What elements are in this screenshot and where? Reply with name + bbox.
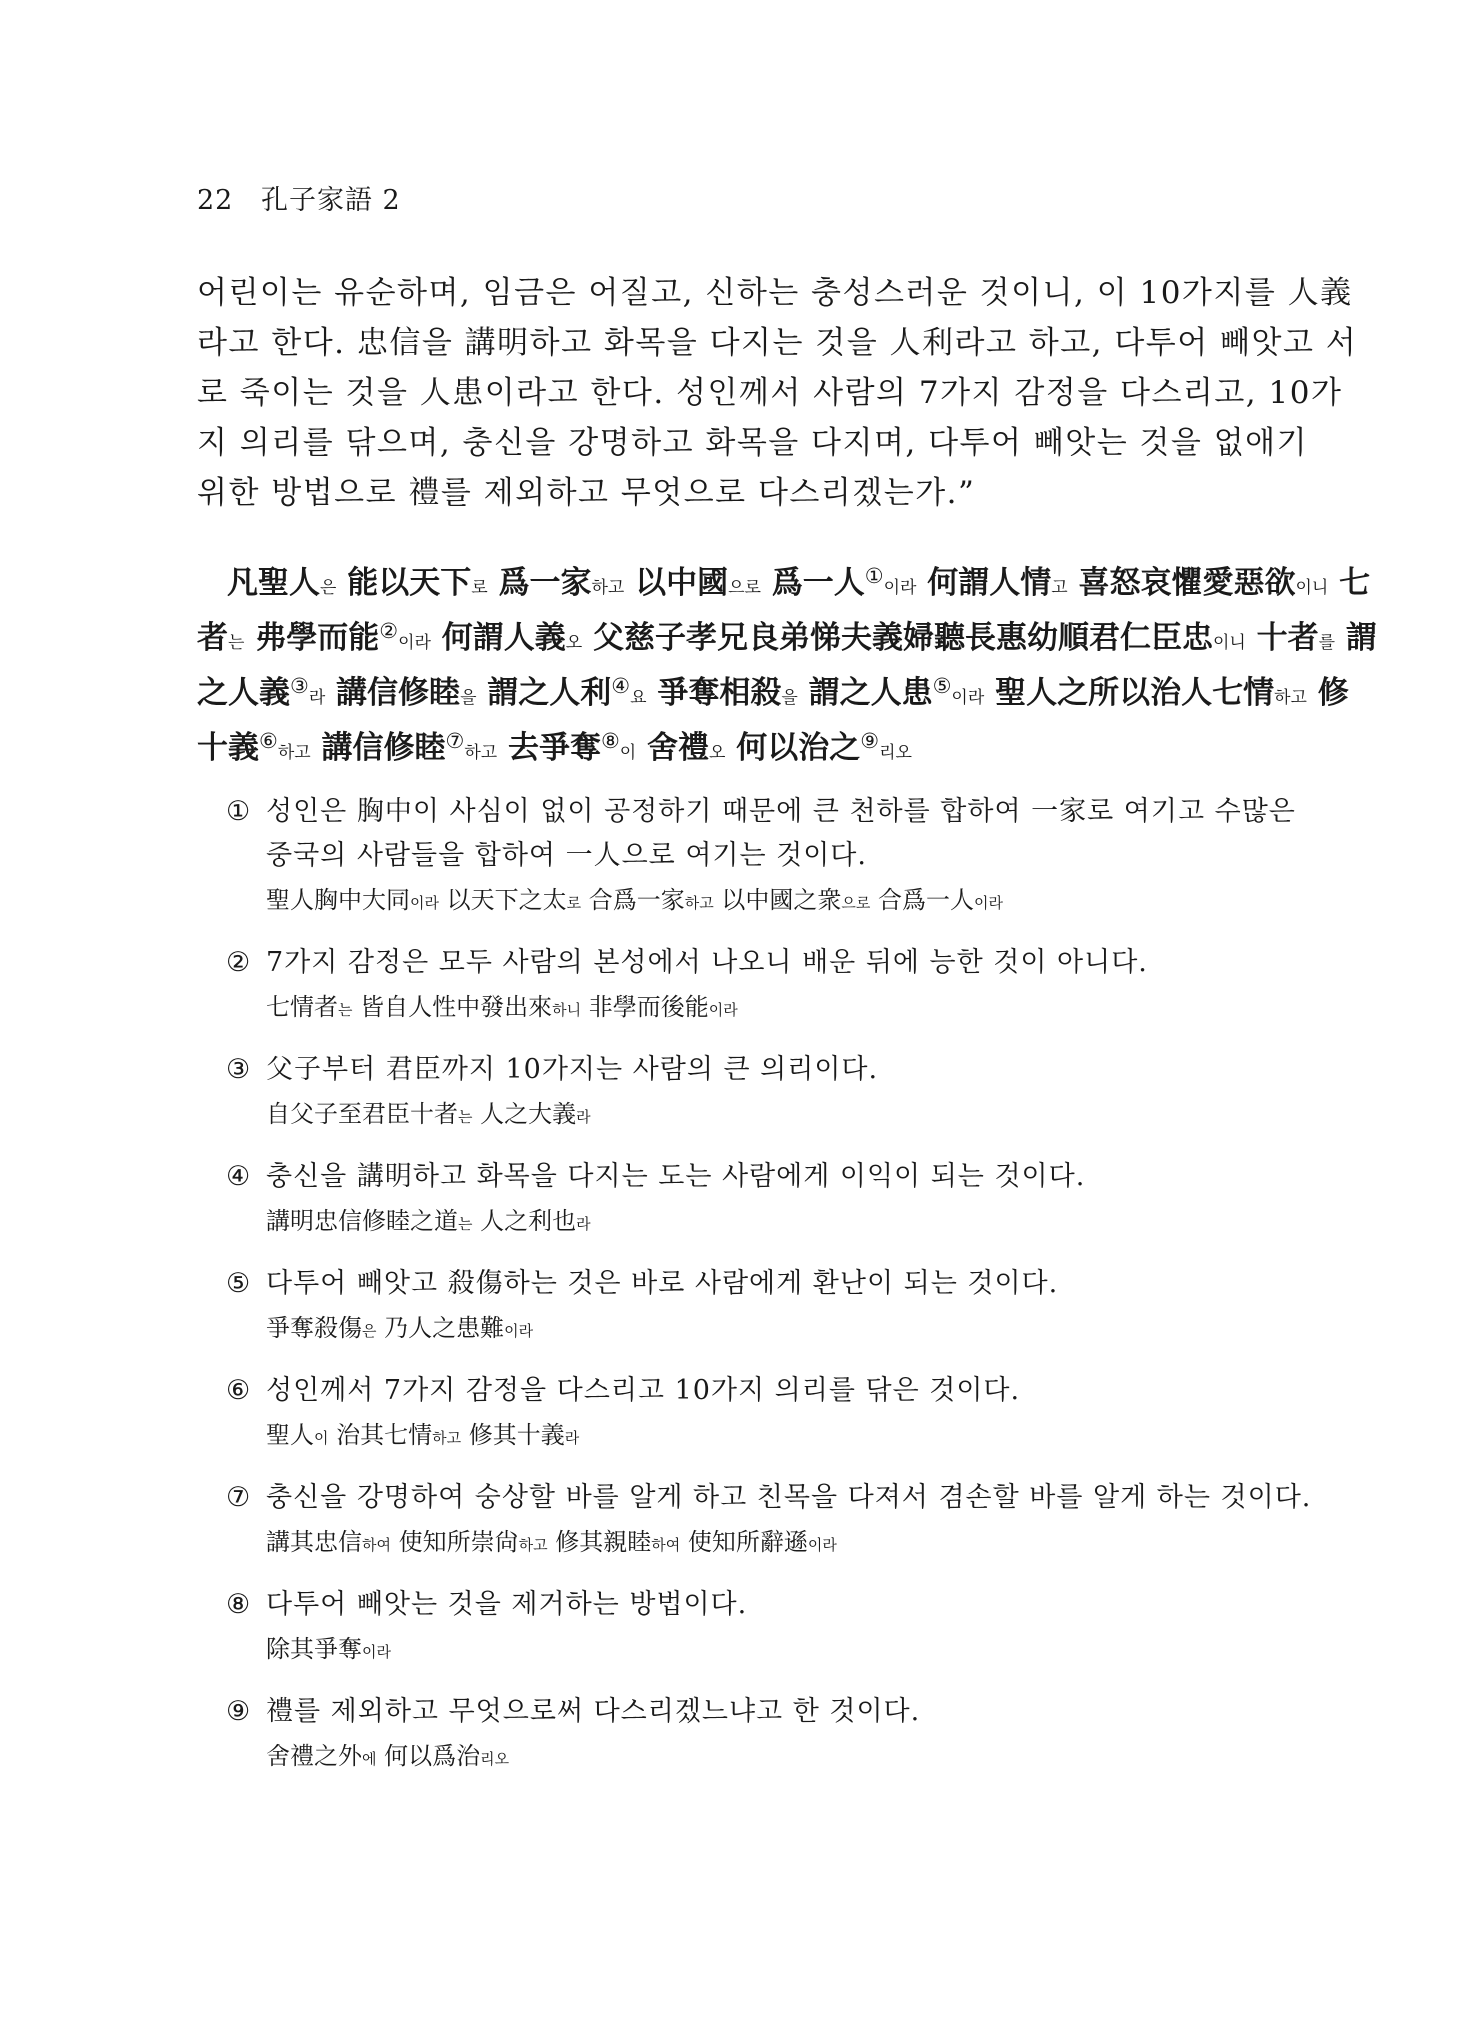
hanja-segment: 爲一人 <box>760 565 865 601</box>
annotation-notes <box>226 790 1312 1797</box>
footnote-marker: ④ <box>611 674 631 698</box>
hanja-segment: 聖人之所以治人七情 <box>984 675 1275 711</box>
note-hanja <box>226 1627 1296 1674</box>
hanja-segment: 以中國之衆 <box>713 886 842 914</box>
translation-line: 어린이는 유순하며, 임금은 어질고, 신하는 충성스러운 것이니, 이 10가지를 人義 <box>197 275 1353 311</box>
hanja-segment: 何以爲治 <box>376 1742 481 1770</box>
note-marker: ③ <box>226 1054 252 1085</box>
footnote-marker: ③ <box>290 674 309 698</box>
note-hanja <box>226 1413 1296 1460</box>
note-korean <box>226 1369 1296 1413</box>
hanja-segment: 合爲一家 <box>581 886 685 914</box>
original-line <box>197 723 1297 778</box>
footnote-marker: ⑦ <box>445 729 465 753</box>
hanja-segment: 爭奪殺傷 <box>266 1314 362 1342</box>
hanja-segment: 謂之人患 <box>797 675 933 711</box>
footnote-marker: ⑧ <box>600 729 620 753</box>
note-korean-text: 충신을 강명하여 숭상할 바를 알게 하고 친목을 다져서 겸손할 바를 알게 하는 것이다. <box>266 1482 1312 1513</box>
hanja-segment: 使知所辭遜 <box>680 1528 808 1556</box>
note-korean <box>226 790 1296 834</box>
hanja-segment: 去爭奪 <box>497 730 601 766</box>
particle: 는 <box>458 1108 473 1126</box>
footnote-marker: ① <box>864 564 884 588</box>
particle: 를 <box>1318 633 1336 653</box>
note-5 <box>226 1262 1296 1353</box>
note-korean-text: 다투어 빼앗는 것을 제거하는 방법이다. <box>266 1589 748 1620</box>
particle: 요 <box>630 688 647 708</box>
note-korean <box>226 941 1296 985</box>
hanja-segment: 聖人胸中大同 <box>266 886 410 914</box>
hanja-segment: 以中國 <box>624 565 729 601</box>
particle: 을 <box>460 688 477 708</box>
hanja-segment: 凡聖人 <box>227 565 320 601</box>
particle: 하고 <box>432 1429 462 1447</box>
particle: 하고 <box>277 743 311 763</box>
particle: 는 <box>458 1215 473 1233</box>
hanja-segment: 舍禮 <box>636 730 710 766</box>
hanja-segment: 能以天下 <box>336 565 472 601</box>
hanja-segment: 皆自人性中發出來 <box>352 993 553 1021</box>
hanja-segment: 之人義 <box>197 675 290 711</box>
particle: 하여 <box>362 1536 391 1554</box>
note-korean-text: 성인은 胸中이 사심이 없이 공정하기 때문에 큰 천하를 합하여 一家로 여기고 수많은 <box>266 796 1296 827</box>
note-hanja <box>226 1520 1296 1567</box>
particle: 하고 <box>464 743 498 763</box>
particle: 은 <box>320 578 337 598</box>
note-korean-text: 다투어 빼앗고 殺傷하는 것은 바로 사람에게 환난이 되는 것이다. <box>266 1268 1059 1299</box>
hanja-segment: 爲一家 <box>487 565 592 601</box>
hanja-segment: 十義 <box>197 730 259 766</box>
note-1 <box>226 790 1296 925</box>
hanja-segment: 講信修睦 <box>310 730 446 766</box>
particle: 하고 <box>1274 688 1307 708</box>
hanja-segment: 者 <box>197 620 228 656</box>
korean-translation <box>197 268 1358 518</box>
footnote-marker: ⑥ <box>259 729 278 753</box>
original-text <box>197 558 1377 778</box>
hanja-segment: 七情者 <box>266 993 338 1021</box>
original-line <box>197 668 1349 723</box>
particle: 이라 <box>504 1322 534 1340</box>
particle: 리오 <box>879 743 912 763</box>
hanja-segment: 謂之人利 <box>476 675 612 711</box>
note-3 <box>226 1048 1296 1139</box>
note-hanja <box>226 985 1296 1032</box>
particle: 라 <box>564 1429 580 1447</box>
particle: 을 <box>781 688 798 708</box>
hanja-segment: 講明忠信修睦之道 <box>266 1207 458 1235</box>
note-korean-text: 禮를 제외하고 무엇으로써 다스리겠느냐고 한 것이다. <box>266 1696 921 1727</box>
hanja-segment: 合爲一人 <box>870 886 975 914</box>
particle: 하고 <box>684 894 714 912</box>
note-korean-text: 父子부터 君臣까지 10가지는 사람의 큰 의리이다. <box>266 1054 879 1085</box>
particle: 은 <box>362 1322 377 1340</box>
note-korean <box>226 1262 1296 1306</box>
hanja-segment: 講其忠信 <box>266 1528 362 1556</box>
particle: 는 <box>228 633 245 653</box>
note-hanja <box>226 1734 1296 1781</box>
hanja-segment: 何謂人情 <box>916 565 1052 601</box>
hanja-segment: 修 <box>1306 675 1349 711</box>
hanja-segment: 乃人之患難 <box>376 1314 505 1342</box>
particle: 이라 <box>410 894 439 912</box>
particle: 이라 <box>398 633 431 653</box>
note-2 <box>226 941 1296 1032</box>
particle: 하니 <box>552 1001 582 1019</box>
note-7 <box>226 1476 1312 1567</box>
note-marker: ⑧ <box>226 1589 252 1620</box>
particle: 는 <box>338 1001 353 1019</box>
particle: 라 <box>576 1108 591 1126</box>
note-korean-text: 성인께서 7가지 감정을 다스리고 10가지 의리를 닦은 것이다. <box>266 1375 1021 1406</box>
note-hanja <box>226 878 1296 925</box>
particle: 이라 <box>362 1643 391 1661</box>
note-korean-text: 7가지 감정은 모두 사람의 본성에서 나오니 배운 뒤에 능한 것이 아니다. <box>266 947 1148 978</box>
note-hanja <box>226 1092 1296 1139</box>
hanja-segment: 十者 <box>1245 620 1319 656</box>
hanja-segment: 喜怒哀懼愛惡欲 <box>1067 565 1296 601</box>
hanja-segment: 修其親睦 <box>547 1528 652 1556</box>
particle: 하고 <box>591 578 625 598</box>
particle: 로 <box>566 894 582 912</box>
particle: 이니 <box>1295 578 1329 598</box>
translation-line: 지 의리를 닦으며, 충신을 강명하고 화목을 다지며, 다투어 빼앗는 것을 없애기 <box>197 425 1309 461</box>
original-line <box>197 558 1371 613</box>
particle: 으로 <box>841 894 871 912</box>
particle: 이 <box>619 743 637 763</box>
hanja-segment: 以天下之太 <box>438 886 567 914</box>
footnote-marker: ⑨ <box>860 729 880 753</box>
particle: 이니 <box>1212 633 1246 653</box>
particle: 오 <box>709 743 726 763</box>
hanja-segment: 講信修睦 <box>325 675 461 711</box>
hanja-segment: 非學而後能 <box>581 993 709 1021</box>
translation-line: 라고 한다. 忠信을 講明하고 화목을 다지는 것을 人利라고 하고, 다투어 빼앗고 서 <box>197 325 1358 361</box>
note-korean <box>226 1476 1312 1520</box>
note-hanja <box>226 1199 1296 1246</box>
page-number: 22 <box>197 185 234 216</box>
hanja-segment: 何以治之 <box>725 730 861 766</box>
note-8 <box>226 1583 1296 1674</box>
note-hanja <box>226 1306 1296 1353</box>
hanja-segment: 舍禮之外 <box>266 1742 362 1770</box>
note-6 <box>226 1369 1296 1460</box>
particle: 이라 <box>951 688 985 708</box>
note-marker: ④ <box>226 1161 252 1192</box>
hanja-segment: 父慈子孝兄良弟悌夫義婦聽長惠幼順君仁臣忠 <box>582 620 1213 656</box>
hanja-segment: 人之大義 <box>472 1100 577 1128</box>
hanja-segment: 謂 <box>1335 620 1377 656</box>
note-marker: ② <box>226 947 252 978</box>
note-korean <box>226 1583 1296 1627</box>
particle: 이라 <box>708 1001 738 1019</box>
hanja-segment: 人之利也 <box>472 1207 577 1235</box>
particle: 이라 <box>883 578 917 598</box>
note-4 <box>226 1155 1296 1246</box>
hanja-segment: 何謂人義 <box>430 620 566 656</box>
note-korean-text: 충신을 講明하고 화목을 다지는 도는 사람에게 이익이 되는 것이다. <box>266 1161 1086 1192</box>
particle: 이라 <box>807 1536 837 1554</box>
particle: 고 <box>1051 578 1068 598</box>
note-korean <box>226 1690 1296 1734</box>
hanja-segment: 修其十義 <box>461 1421 565 1449</box>
book-title: 孔子家語 2 <box>260 185 401 216</box>
note-marker: ① <box>226 796 252 827</box>
particle: 이 <box>314 1429 329 1447</box>
particle: 라 <box>308 688 326 708</box>
note-korean <box>226 1048 1296 1092</box>
hanja-segment: 爭奪相殺 <box>646 675 782 711</box>
particle: 라 <box>576 1215 591 1233</box>
note-marker: ⑥ <box>226 1375 252 1406</box>
particle: 하고 <box>518 1536 548 1554</box>
hanja-segment: 聖人 <box>266 1421 314 1449</box>
particle: 로 <box>471 578 488 598</box>
particle: 하여 <box>651 1536 681 1554</box>
particle: 에 <box>362 1750 377 1768</box>
hanja-segment: 七 <box>1328 565 1371 601</box>
note-marker: ⑦ <box>226 1482 252 1513</box>
note-9 <box>226 1690 1296 1781</box>
note-korean <box>226 1155 1296 1199</box>
footnote-marker: ② <box>379 619 399 643</box>
hanja-segment: 自父子至君臣十者 <box>266 1100 458 1128</box>
hanja-segment: 弗學而能 <box>244 620 380 656</box>
hanja-segment: 除其爭奪 <box>266 1635 362 1663</box>
translation-line: 위한 방법으로 禮를 제외하고 무엇으로 다스리겠는가.” <box>197 475 976 511</box>
particle: 이라 <box>974 894 1003 912</box>
translation-line: 로 죽이는 것을 人患이라고 한다. 성인께서 사람의 7가지 감정을 다스리고, 10가 <box>197 375 1343 411</box>
particle: 으로 <box>728 578 761 598</box>
footnote-marker: ⑤ <box>932 674 952 698</box>
note-marker: ⑤ <box>226 1268 252 1299</box>
hanja-segment: 治其七情 <box>328 1421 433 1449</box>
particle: 리오 <box>480 1750 510 1768</box>
hanja-segment: 使知所崇尙 <box>390 1528 519 1556</box>
note-korean-continued: 중국의 사람들을 합하여 一人으로 여기는 것이다. <box>266 840 867 871</box>
particle: 오 <box>565 633 583 653</box>
note-marker: ⑨ <box>226 1696 252 1727</box>
running-header <box>197 178 401 217</box>
original-line <box>197 613 1377 668</box>
